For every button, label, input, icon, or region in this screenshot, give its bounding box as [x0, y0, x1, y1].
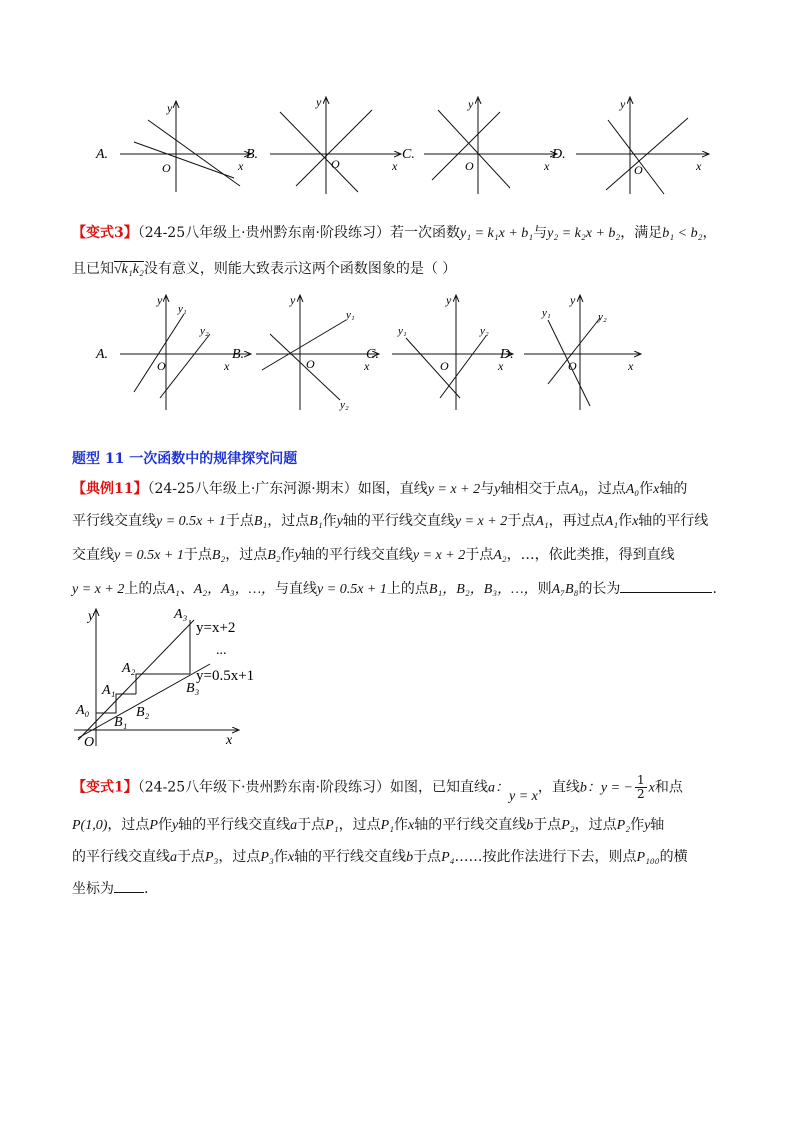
axis-y: y	[167, 101, 173, 115]
fraction: $\frac{1}{2}$	[637, 773, 645, 801]
svg-text:x: x	[364, 359, 370, 373]
option-d-label: D.	[552, 147, 566, 162]
svg-text:x: x	[628, 359, 634, 373]
svg-text:O: O	[568, 359, 577, 373]
svg-text:O: O	[306, 357, 315, 371]
option-d-label: D.	[500, 347, 514, 362]
axis-y: y	[316, 95, 322, 109]
origin: O	[331, 157, 340, 171]
variant-1-line-3: 的平行线交直线a于点P₃，过点P₃作x轴的平行线交直线b于点P₄……按此作法进行下去，则点P₁₀₀的横	[72, 849, 688, 865]
example-11-line-2: 平行线交直线y = 0.5x + 1于点B₁，过点B₁作y轴的平行线交直线y = x + 2于点A₁，再过点A₁作x轴的平行线	[72, 513, 709, 529]
point-a0: A₀	[76, 703, 90, 718]
option-a-label: A.	[96, 147, 109, 162]
variant-3-tag: 【变式3】	[72, 225, 138, 241]
point-a1: A₁	[102, 683, 116, 698]
svg-text:y: y	[157, 293, 163, 307]
example-11-line-3: 交直线y = 0.5x + 1于点B₂，过点B₂作y轴的平行线交直线y = x + 2于点A₂，…，依此类推，得到直线	[72, 547, 675, 563]
fig-line-2: y=0.5x+1	[196, 668, 255, 684]
example-11-line-1: 【典例11】（24-25八年级上·广东河源·期末）如图，直线y = x + 2与y轴相交于点A₀，过点A₀作x轴的	[72, 481, 688, 497]
option-c-label: C.	[366, 347, 379, 362]
fig-line-1: y=x+2	[196, 620, 236, 636]
example-11-tag: 【典例11】	[72, 481, 148, 497]
option-c-label: C.	[402, 147, 415, 162]
variant-1-line-1: 【变式1】（24-25八年级下·贵州黔东南·阶段练习）如图，已知直线a：y = x，直线b：y = − $\frac{1}{2}$ x和点	[72, 773, 683, 804]
point-a2: A₂	[122, 661, 136, 676]
axis-x: x	[544, 159, 550, 173]
option-b-label: B.	[246, 147, 259, 162]
label-y2: y₂	[200, 325, 209, 337]
graph-row-1	[0, 90, 800, 200]
svg-text:O: O	[157, 359, 166, 373]
fig-dots: ...	[216, 643, 227, 658]
variant-1-tag: 【变式1】	[72, 779, 138, 796]
svg-text:y₁: y₁	[398, 325, 407, 337]
svg-text:x: x	[224, 359, 230, 373]
axis-y: y	[620, 97, 626, 111]
svg-text:y₂: y₂	[598, 311, 607, 323]
option-a-label: A.	[96, 347, 109, 362]
svg-text:y: y	[446, 293, 452, 307]
option-b-label: B.	[232, 347, 245, 362]
svg-text:y: y	[290, 293, 296, 307]
axis-x: x	[392, 159, 398, 173]
section-heading: 题型 11 一次函数中的规律探究问题	[72, 451, 298, 467]
example-11-figure	[60, 600, 300, 750]
variant-3-line-1: 【变式3】（24-25八年级上·贵州黔东南·阶段练习）若一次函数y₁ = k₁x + b₁与y₂ = k₂x + b₂，满足b₁ < b₂，	[72, 225, 717, 241]
svg-text:O: O	[440, 359, 449, 373]
axis-x: x	[226, 733, 233, 748]
origin: O	[465, 159, 474, 173]
svg-text:y: y	[570, 293, 576, 307]
example-11-line-4: y = x + 2上的点A₁、A₂，A₃，…，与直线y = 0.5x + 1上的点B₁，B₂，B₃，…，则A₇B₈的长为 .	[72, 578, 717, 598]
axis-y: y	[468, 97, 474, 111]
axis-x: x	[696, 159, 702, 173]
point-a3: A₃	[174, 607, 188, 622]
answer-blank[interactable]	[620, 578, 712, 593]
svg-text:y₁: y₁	[542, 307, 551, 319]
origin: O	[84, 735, 95, 750]
axis-x: x	[238, 159, 244, 173]
origin: O	[162, 161, 171, 175]
origin: O	[634, 163, 643, 177]
svg-text:y₁: y₁	[346, 309, 355, 321]
variant-1-line-2: P(1,0)，过点P作y轴的平行线交直线a于点P₁，过点P₁作x轴的平行线交直线b于点P₂，过点P₂作y轴	[72, 817, 665, 833]
graph-row-2	[0, 290, 800, 414]
variant-1-line-4: 坐标为 .	[72, 878, 148, 898]
svg-text:x: x	[498, 359, 504, 373]
svg-text:y₂: y₂	[480, 325, 489, 337]
answer-blank[interactable]	[114, 878, 144, 893]
point-b1: B₁	[114, 715, 128, 730]
axis-y: y	[88, 609, 95, 624]
variant-3-line-2: 且已知√k₁k₂没有意义，则能大致表示这两个函数图象的是（ ）	[72, 261, 457, 277]
point-b3: B₃	[186, 681, 200, 696]
svg-text:y₂: y₂	[340, 399, 349, 411]
label-y1: y₁	[178, 303, 187, 315]
point-b2: B₂	[136, 705, 150, 720]
